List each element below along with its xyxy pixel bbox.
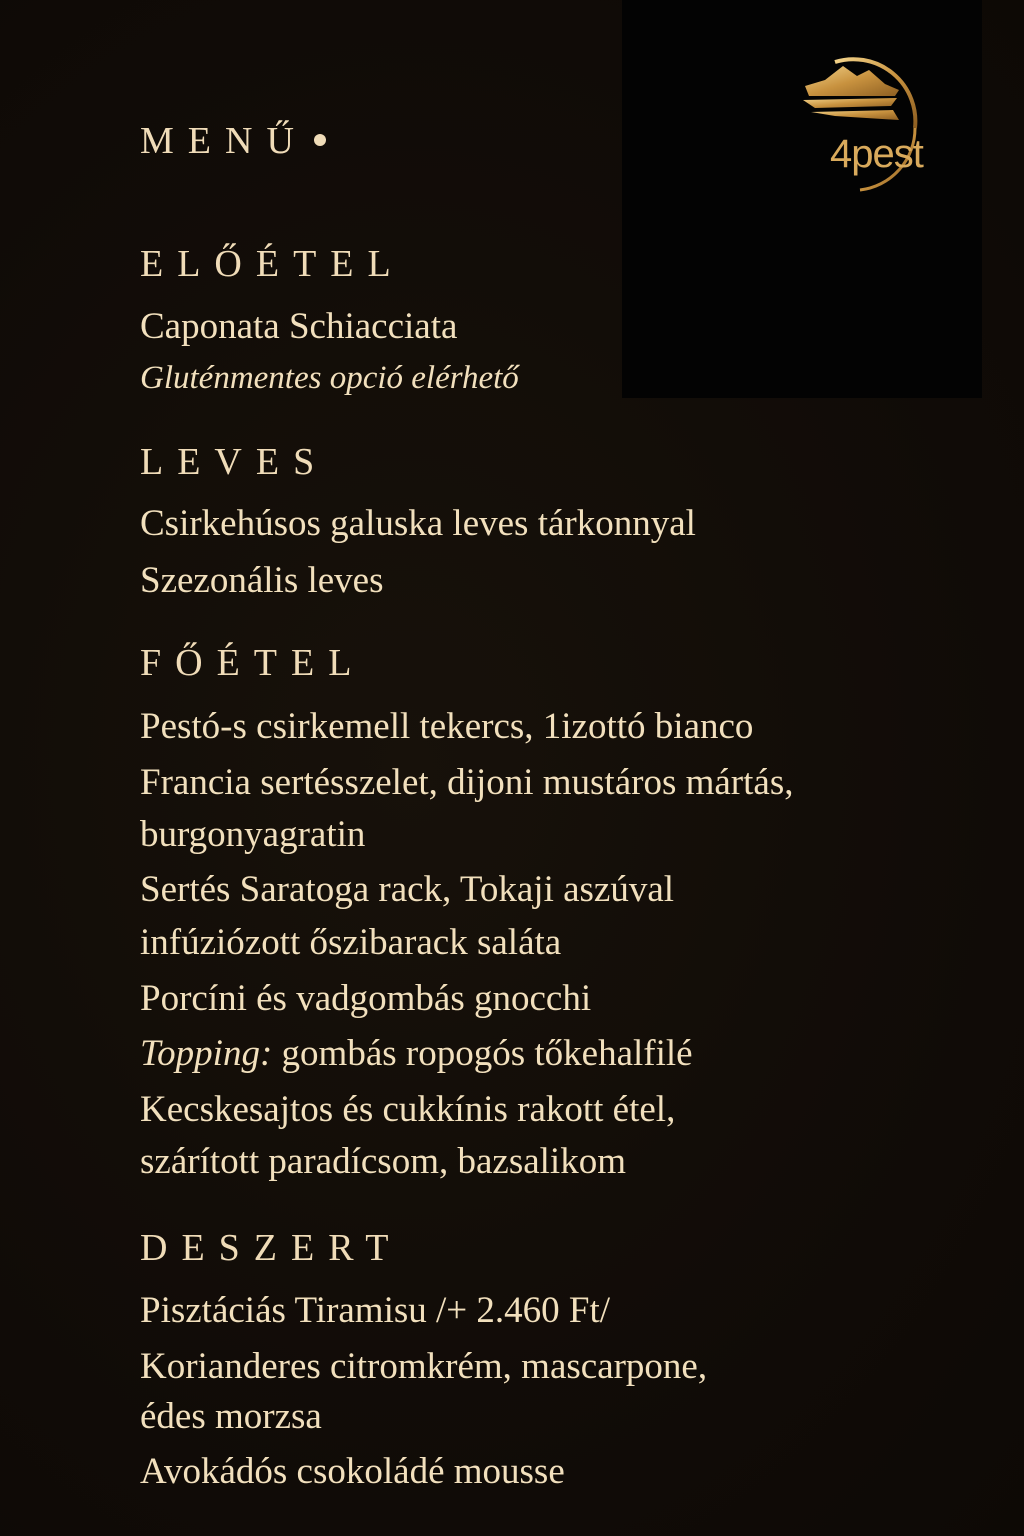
section-heading-foetel: FŐÉTEL	[140, 642, 366, 684]
menu-item: Avokádós csokoládé mousse	[140, 1451, 565, 1492]
topping-value: gombás ropogós tőkehalfilé	[281, 1033, 693, 1074]
menu-item-continued: infúziózott őszibarack saláta	[140, 922, 562, 963]
menu-item: Kecskesajtos és cukkínis rakott étel,	[140, 1089, 676, 1130]
menu-item: Csirkehúsos galuska leves tárkonnyal	[140, 503, 696, 544]
menu-item: Szezonális leves	[140, 560, 384, 601]
menu-item: Pestó-s csirkemell tekercs, 1izottó bianco	[140, 706, 754, 747]
menu-item: Pisztáciás Tiramisu /+ 2.460 Ft/	[140, 1290, 611, 1331]
menu-item-note: Gluténmentes opció elérhető	[140, 360, 519, 396]
menu-item: Porcíni és vadgombás gnocchi	[140, 978, 592, 1019]
menu-item	[140, 1035, 693, 1072]
section-heading-deszert: DESZERT	[140, 1227, 403, 1269]
menu-title	[140, 122, 326, 160]
menu-item-continued: burgonyagratin	[140, 814, 366, 855]
menu-item-continued: édes morzsa	[140, 1396, 322, 1437]
topping-label: Topping:	[140, 1033, 273, 1074]
menu-item: Francia sertésszelet, dijoni mustáros mártás,	[140, 762, 794, 803]
menu-item: Sertés Saratoga rack, Tokaji aszúval	[140, 869, 675, 910]
menu-item: Korianderes citromkrém, mascarpone,	[140, 1346, 708, 1387]
bullet-dot-icon	[314, 134, 326, 146]
section-heading-leves: LEVES	[140, 441, 329, 483]
menu-item: Caponata Schiacciata	[140, 306, 458, 347]
menu-item-continued: szárított paradícsom, bazsalikom	[140, 1141, 626, 1182]
logo-text: 4pest	[830, 132, 923, 176]
section-heading-eloetel: ELŐÉTEL	[140, 243, 405, 285]
menu-title-text: MENŰ	[140, 120, 308, 162]
